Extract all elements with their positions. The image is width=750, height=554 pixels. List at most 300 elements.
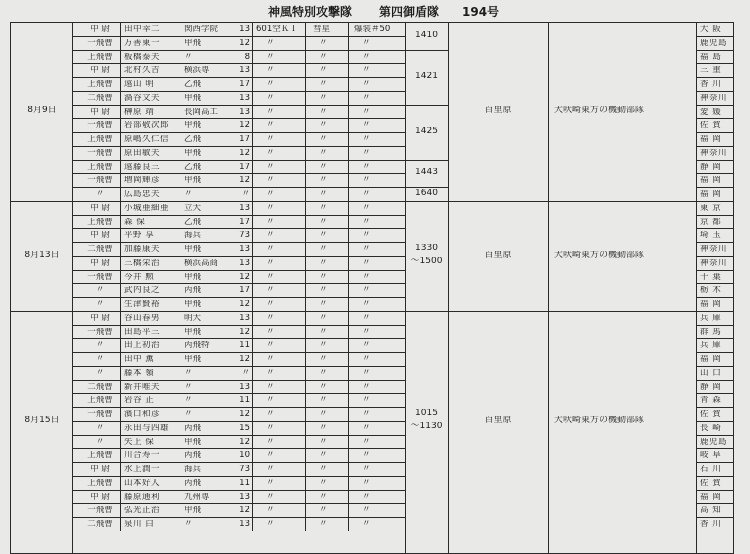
- corps-ditto: 〃: [266, 135, 275, 144]
- school-cell: 甲飛: [184, 506, 202, 515]
- cell-rule: [305, 105, 306, 119]
- school-cell: 〃: [184, 52, 193, 61]
- bomb-ditto: 〃: [362, 368, 371, 378]
- prefecture-cell: 香 川: [700, 520, 722, 529]
- name-cell: 永田与四雄: [124, 423, 170, 433]
- cell-rule: [252, 187, 253, 201]
- column-rule: [548, 22, 549, 554]
- prefecture-cell: 福 岡: [700, 492, 722, 501]
- bomb-ditto: 〃: [362, 382, 371, 391]
- row-rule: [72, 132, 405, 133]
- corps-ditto: 〃: [266, 478, 275, 488]
- row-rule: [72, 36, 405, 37]
- row-rule: [72, 63, 405, 64]
- column-rule: [448, 22, 449, 554]
- target-cell: 犬吠崎東方の機動部隊: [554, 415, 645, 425]
- row-rule: [696, 91, 734, 92]
- target-cell: 犬吠崎東方の機動部隊: [554, 250, 645, 260]
- plane-ditto: 〃: [319, 107, 328, 116]
- rank-cell: 一飛曹: [87, 176, 113, 185]
- prefecture-cell: 福 岡: [700, 190, 722, 199]
- corps-ditto: 〃: [266, 396, 275, 405]
- class-cell: 17: [239, 217, 250, 226]
- group-rule: [10, 311, 734, 312]
- plane-ditto: 〃: [319, 176, 328, 185]
- rank-cell: 上飛曹: [87, 217, 113, 226]
- class-cell: 12: [239, 176, 250, 185]
- column-rule: [696, 22, 697, 554]
- rank-cell: 〃: [95, 368, 105, 378]
- row-rule: [72, 160, 405, 161]
- school-cell: 立大: [184, 203, 202, 213]
- rank-cell: 一飛曹: [87, 38, 113, 48]
- rank-cell: 上飛曹: [87, 135, 113, 144]
- plane-ditto: 〃: [319, 451, 328, 460]
- prefecture-cell: 福 岡: [700, 176, 722, 185]
- plane-ditto: 〃: [319, 492, 328, 501]
- row-rule: [696, 380, 734, 381]
- cell-rule: [348, 462, 349, 476]
- cell-rule: [305, 146, 306, 160]
- bomb-ditto: 〃: [362, 478, 371, 488]
- cell-rule: [348, 77, 349, 91]
- cell-rule: [305, 91, 306, 105]
- plane-ditto: 〃: [319, 217, 328, 226]
- cell-rule: [348, 311, 349, 325]
- plane-ditto: 〃: [319, 327, 328, 336]
- corps-ditto: 〃: [266, 506, 275, 515]
- row-rule: [72, 118, 405, 119]
- rank-cell: 一飛曹: [87, 506, 113, 515]
- rank-cell: 中 尉: [90, 107, 110, 116]
- row-rule: [696, 366, 734, 367]
- prefecture-cell: 山 口: [700, 368, 722, 378]
- prefecture-cell: 福 岡: [700, 355, 722, 364]
- corps-ditto: 〃: [266, 121, 275, 130]
- rank-cell: 中 尉: [90, 492, 110, 501]
- rank-cell: 〃: [95, 286, 105, 295]
- class-cell: 17: [239, 135, 250, 144]
- name-cell: 板橋泰夫: [124, 52, 161, 61]
- cell-rule: [305, 448, 306, 462]
- cell-rule: [305, 297, 306, 311]
- cell-rule: [252, 476, 253, 490]
- name-cell: 藤本 嶺: [124, 368, 155, 378]
- cell-rule: [305, 283, 306, 297]
- row-rule: [72, 476, 405, 477]
- cell-rule: [305, 173, 306, 187]
- school-cell: 甲飛: [184, 176, 202, 185]
- cell-rule: [252, 256, 253, 270]
- school-cell: 明大: [184, 313, 202, 323]
- time-cell: ～1130: [410, 421, 443, 431]
- plane-ditto: 〃: [319, 52, 328, 61]
- class-cell: 13: [239, 203, 250, 213]
- cell-rule: [252, 366, 253, 380]
- cell-rule: [252, 435, 253, 449]
- prefecture-cell: 高 知: [700, 506, 722, 515]
- plane-ditto: 〃: [319, 231, 328, 240]
- bomb-ditto: 〃: [362, 231, 371, 240]
- cell-rule: [252, 215, 253, 229]
- plane-ditto: 〃: [319, 272, 328, 281]
- row-rule: [696, 325, 734, 326]
- prefecture-cell: 大 阪: [700, 25, 722, 34]
- cell-rule: [252, 270, 253, 284]
- prefecture-cell: 佐 賀: [700, 410, 722, 419]
- school-cell: 甲飛: [184, 437, 202, 446]
- cell-rule: [348, 256, 349, 270]
- prefecture-cell: 神奈川: [700, 93, 728, 103]
- prefecture-cell: 栃 木: [700, 286, 722, 295]
- bomb-ditto: 〃: [362, 451, 371, 460]
- plane-ditto: 〃: [319, 313, 328, 323]
- rank-cell: 中 尉: [90, 25, 110, 34]
- cell-rule: [348, 187, 349, 201]
- cell-rule: [305, 201, 306, 215]
- prefecture-cell: 静 岡: [700, 382, 722, 391]
- plane-ditto: 〃: [319, 520, 328, 529]
- squad-number: 194号: [462, 5, 500, 19]
- name-cell: 遠山 明: [124, 80, 155, 89]
- class-cell: 〃: [241, 190, 250, 199]
- prefecture-cell: 福 岡: [700, 300, 722, 309]
- school-cell: 甲飛: [184, 272, 202, 281]
- cell-rule: [348, 421, 349, 435]
- bomb-ditto: 〃: [362, 217, 371, 226]
- corps-ditto: 〃: [266, 437, 275, 446]
- row-rule: [696, 352, 734, 353]
- class-cell: 12: [239, 410, 250, 419]
- rank-cell: 上飛曹: [87, 396, 113, 405]
- prefecture-cell: 群 馬: [700, 327, 722, 336]
- class-cell: 10: [239, 451, 250, 460]
- plane-ditto: 〃: [319, 478, 328, 488]
- row-rule: [72, 91, 405, 92]
- cell-rule: [348, 242, 349, 256]
- prefecture-cell: 福 島: [700, 52, 722, 61]
- school-cell: 甲飛: [184, 300, 202, 309]
- bomb-ditto: 〃: [362, 286, 371, 295]
- rank-cell: 〃: [95, 423, 105, 433]
- name-cell: 田島平三: [124, 327, 161, 336]
- plane-ditto: 〃: [319, 121, 328, 130]
- row-rule: [72, 407, 405, 408]
- bomb-ditto: 〃: [362, 341, 371, 350]
- rank-cell: 〃: [95, 190, 105, 199]
- class-cell: 8: [244, 52, 250, 61]
- row-rule: [72, 105, 405, 106]
- cell-rule: [348, 50, 349, 64]
- row-rule: [72, 215, 405, 216]
- prefecture-cell: 青 森: [700, 396, 722, 405]
- cell-rule: [252, 448, 253, 462]
- time-cell: 1425: [415, 127, 438, 136]
- plane-ditto: 〃: [319, 148, 328, 158]
- plane-ditto: 〃: [319, 437, 328, 446]
- row-rule: [72, 325, 405, 326]
- cell-rule: [305, 215, 306, 229]
- row-rule: [696, 173, 734, 174]
- plane-ditto: 〃: [319, 423, 328, 433]
- class-cell: 13: [239, 382, 250, 391]
- row-rule: [696, 270, 734, 271]
- class-cell: 13: [239, 25, 250, 34]
- cell-rule: [305, 338, 306, 352]
- cell-rule: [252, 503, 253, 517]
- cell-rule: [252, 91, 253, 105]
- prefecture-cell: 愛 媛: [700, 107, 722, 116]
- plane-ditto: 〃: [319, 135, 328, 144]
- school-cell: 長岡高工: [184, 107, 219, 116]
- cell-rule: [305, 380, 306, 394]
- name-cell: 川合寿一: [124, 451, 161, 460]
- school-cell: 乙飛: [184, 135, 202, 144]
- cell-rule: [252, 325, 253, 339]
- plane-ditto: 〃: [319, 410, 328, 419]
- rank-cell: 一飛曹: [87, 410, 113, 419]
- row-rule: [72, 297, 405, 298]
- corps-ditto: 〃: [266, 341, 275, 350]
- cell-rule: [252, 338, 253, 352]
- name-cell: 原田敏夫: [124, 148, 161, 158]
- time-cell: 1640: [415, 188, 438, 198]
- bomb-ditto: 〃: [362, 520, 371, 529]
- name-cell: 山本好人: [124, 478, 161, 488]
- school-cell: 甲飛: [184, 121, 202, 130]
- cell-rule: [348, 366, 349, 380]
- cell-rule: [305, 325, 306, 339]
- prefecture-cell: 兵 庫: [700, 341, 722, 350]
- rank-cell: 中 尉: [90, 66, 110, 75]
- cell-rule: [305, 311, 306, 325]
- cell-rule: [348, 448, 349, 462]
- school-cell: 横浜高商: [184, 258, 219, 268]
- cell-rule: [348, 36, 349, 50]
- plane-ditto: 〃: [319, 396, 328, 405]
- row-rule: [696, 435, 734, 436]
- class-cell: 12: [239, 148, 250, 158]
- row-rule: [72, 256, 405, 257]
- row-rule: [696, 283, 734, 284]
- prefecture-cell: 長 崎: [700, 423, 722, 433]
- bomb-ditto: 〃: [362, 107, 371, 116]
- cell-rule: [305, 228, 306, 242]
- bomb-ditto: 〃: [362, 396, 371, 405]
- rank-cell: 上飛曹: [87, 478, 113, 488]
- bomb-ditto: 〃: [362, 272, 371, 281]
- cell-rule: [252, 380, 253, 394]
- target-cell: 犬吠崎東方の機動部隊: [554, 106, 645, 116]
- class-cell: 13: [239, 107, 250, 116]
- class-cell: 12: [239, 506, 250, 515]
- cell-rule: [348, 407, 349, 421]
- time-rule: [405, 50, 448, 51]
- class-cell: 12: [239, 300, 250, 309]
- cell-rule: [305, 63, 306, 77]
- cell-rule: [348, 160, 349, 174]
- corps-ditto: 〃: [266, 451, 275, 460]
- cell-rule: [305, 435, 306, 449]
- bomb-ditto: 〃: [362, 93, 371, 103]
- cell-rule: [252, 146, 253, 160]
- cell-rule: [252, 36, 253, 50]
- cell-rule: [348, 476, 349, 490]
- cell-rule: [348, 105, 349, 119]
- base-cell: 百里原: [484, 250, 512, 260]
- prefecture-cell: 静 岡: [700, 162, 722, 171]
- bomb-ditto: 〃: [362, 313, 371, 323]
- cell-rule: [305, 393, 306, 407]
- class-cell: 13: [239, 313, 250, 323]
- cell-rule: [252, 118, 253, 132]
- cell-rule: [305, 242, 306, 256]
- name-cell: 濱口和彦: [124, 410, 161, 419]
- name-cell: 水上潤一: [124, 465, 161, 474]
- cell-rule: [305, 118, 306, 132]
- cell-rule: [252, 173, 253, 187]
- time-cell: 1443: [415, 168, 438, 178]
- cell-rule: [305, 256, 306, 270]
- document-title: [0, 3, 750, 21]
- cell-rule: [305, 366, 306, 380]
- bomb-ditto: 〃: [362, 410, 371, 419]
- rank-cell: 中 尉: [90, 313, 110, 323]
- class-cell: 13: [239, 66, 250, 75]
- name-cell: 遠藤良三: [124, 162, 161, 171]
- bomb-ditto: 〃: [362, 355, 371, 364]
- row-rule: [72, 338, 405, 339]
- prefecture-cell: 福 岡: [700, 135, 722, 144]
- class-cell: 17: [239, 286, 250, 295]
- corps-ditto: 〃: [266, 423, 275, 433]
- name-cell: 生津賢裕: [124, 300, 161, 309]
- plane-ditto: 〃: [319, 162, 328, 171]
- cell-rule: [305, 407, 306, 421]
- plane-ditto: 〃: [319, 258, 328, 268]
- corps-ditto: 〃: [266, 66, 275, 75]
- bomb-ditto: 〃: [362, 148, 371, 158]
- row-rule: [696, 476, 734, 477]
- plane-ditto: 〃: [319, 245, 328, 254]
- cell-rule: [348, 503, 349, 517]
- cell-rule: [305, 132, 306, 146]
- corps-ditto: 〃: [266, 245, 275, 254]
- bomb-ditto: 〃: [362, 190, 371, 199]
- name-cell: 武内良之: [124, 286, 161, 295]
- row-rule: [696, 393, 734, 394]
- name-cell: 原嶋久仁信: [124, 135, 170, 144]
- school-cell: 横浜専: [184, 66, 210, 75]
- cell-rule: [348, 490, 349, 504]
- corps-ditto: 〃: [266, 327, 275, 336]
- row-rule: [696, 448, 734, 449]
- cell-rule: [348, 173, 349, 187]
- bomb-ditto: 〃: [362, 437, 371, 446]
- cell-rule: [348, 352, 349, 366]
- bomb-ditto: 〃: [362, 327, 371, 336]
- corps-cell: 601空ＫＩ: [256, 25, 298, 34]
- prefecture-cell: 神奈川: [700, 245, 728, 254]
- row-rule: [696, 503, 734, 504]
- cell-rule: [252, 105, 253, 119]
- base-cell: 百里原: [484, 106, 512, 116]
- name-cell: 泉川 白: [124, 520, 155, 529]
- rank-cell: 二飛曹: [87, 520, 113, 529]
- school-cell: 〃: [184, 368, 193, 378]
- bomb-ditto: 〃: [362, 203, 371, 213]
- cell-rule: [348, 517, 349, 531]
- corps-ditto: 〃: [266, 272, 275, 281]
- row-rule: [72, 490, 405, 491]
- cell-rule: [348, 270, 349, 284]
- corps-ditto: 〃: [266, 492, 275, 501]
- school-cell: 甲飛: [184, 245, 202, 254]
- name-cell: 田中 薫: [124, 355, 155, 364]
- rank-cell: 上飛曹: [87, 162, 113, 171]
- corps-ditto: 〃: [266, 148, 275, 158]
- prefecture-cell: 埼 玉: [700, 231, 722, 240]
- name-cell: 万善東一: [124, 38, 161, 48]
- bomb-ditto: 〃: [362, 506, 371, 515]
- prefecture-cell: 香 川: [700, 80, 722, 89]
- row-rule: [696, 256, 734, 257]
- cell-rule: [348, 435, 349, 449]
- cell-rule: [305, 160, 306, 174]
- corps-ditto: 〃: [266, 410, 275, 419]
- cell-rule: [252, 421, 253, 435]
- row-rule: [696, 338, 734, 339]
- row-rule: [72, 421, 405, 422]
- cell-rule: [252, 242, 253, 256]
- cell-rule: [305, 490, 306, 504]
- class-cell: 12: [239, 38, 250, 48]
- rank-cell: 一飛曹: [87, 121, 113, 130]
- cell-rule: [252, 462, 253, 476]
- school-cell: 甲飛: [184, 93, 202, 103]
- plane-ditto: 〃: [319, 80, 328, 89]
- corps-ditto: 〃: [266, 368, 275, 378]
- bomb-ditto: 〃: [362, 38, 371, 48]
- class-cell: 17: [239, 80, 250, 89]
- rank-cell: 一飛曹: [87, 148, 113, 158]
- school-cell: 乙飛: [184, 162, 202, 171]
- class-cell: 12: [239, 327, 250, 336]
- school-cell: 丙飛: [184, 423, 202, 433]
- corps-ditto: 〃: [266, 107, 275, 116]
- name-cell: 渦谷文夫: [124, 93, 161, 103]
- row-rule: [72, 448, 405, 449]
- school-cell: 〃: [184, 382, 193, 391]
- prefecture-cell: 神奈川: [700, 258, 728, 268]
- cell-rule: [348, 393, 349, 407]
- prefecture-cell: 佐 賀: [700, 478, 722, 488]
- bomb-ditto: 〃: [362, 135, 371, 144]
- cell-rule: [305, 503, 306, 517]
- corps-ditto: 〃: [266, 203, 275, 213]
- row-rule: [696, 297, 734, 298]
- corps-ditto: 〃: [266, 80, 275, 89]
- cell-rule: [252, 283, 253, 297]
- cell-rule: [305, 462, 306, 476]
- rank-cell: 〃: [95, 437, 105, 446]
- bomb-ditto: 〃: [362, 492, 371, 501]
- rank-cell: 上飛曹: [87, 52, 113, 61]
- name-cell: 榊原 靖: [124, 107, 155, 116]
- plane-ditto: 〃: [319, 300, 328, 309]
- class-cell: 13: [239, 93, 250, 103]
- prefecture-cell: 鹿児島: [700, 437, 728, 446]
